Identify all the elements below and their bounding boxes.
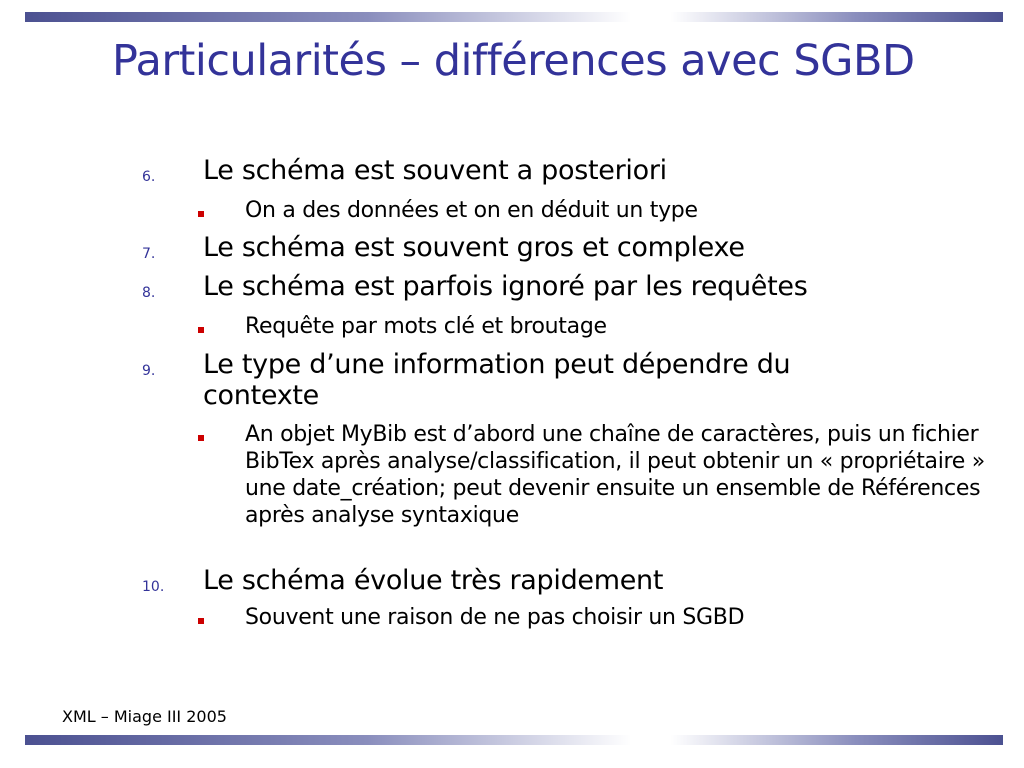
bullet-icon bbox=[198, 327, 204, 333]
slide-footer: XML – Miage III 2005 bbox=[62, 707, 227, 726]
sub-item-text: On a des données et on en déduit un type bbox=[245, 198, 698, 223]
item-number: 7. bbox=[142, 246, 156, 262]
bottom-decorative-bar bbox=[25, 735, 1003, 745]
bullet-icon bbox=[198, 211, 204, 217]
item-number: 9. bbox=[142, 363, 156, 379]
item-text: Le schéma est parfois ignoré par les requêtes bbox=[203, 271, 808, 302]
slide-title: Particularités – différences avec SGBD bbox=[112, 36, 915, 86]
bullet-icon bbox=[198, 618, 204, 624]
item-text: Le schéma est souvent a posteriori bbox=[203, 155, 667, 186]
bullet-icon bbox=[198, 435, 204, 441]
item-text: Le schéma évolue très rapidement bbox=[203, 565, 664, 596]
top-decorative-bar bbox=[25, 12, 1003, 22]
sub-item-text: An objet MyBib est d’abord une chaîne de caractères, puis un fichier BibTex après analyse/classification, il peut obtenir un « propriétaire » une date_création; peut devenir ensuite un ensemble de Références après analyse syntaxique bbox=[245, 422, 985, 528]
item-number: 6. bbox=[142, 169, 156, 185]
item-number: 10. bbox=[142, 579, 165, 595]
item-text: Le type d’une information peut dépendre du contexte bbox=[203, 349, 791, 411]
item-text: Le schéma est souvent gros et complexe bbox=[203, 232, 745, 263]
sub-item-text: Souvent une raison de ne pas choisir un SGBD bbox=[245, 605, 745, 630]
sub-item-text: Requête par mots clé et broutage bbox=[245, 314, 607, 339]
item-number: 8. bbox=[142, 285, 156, 301]
